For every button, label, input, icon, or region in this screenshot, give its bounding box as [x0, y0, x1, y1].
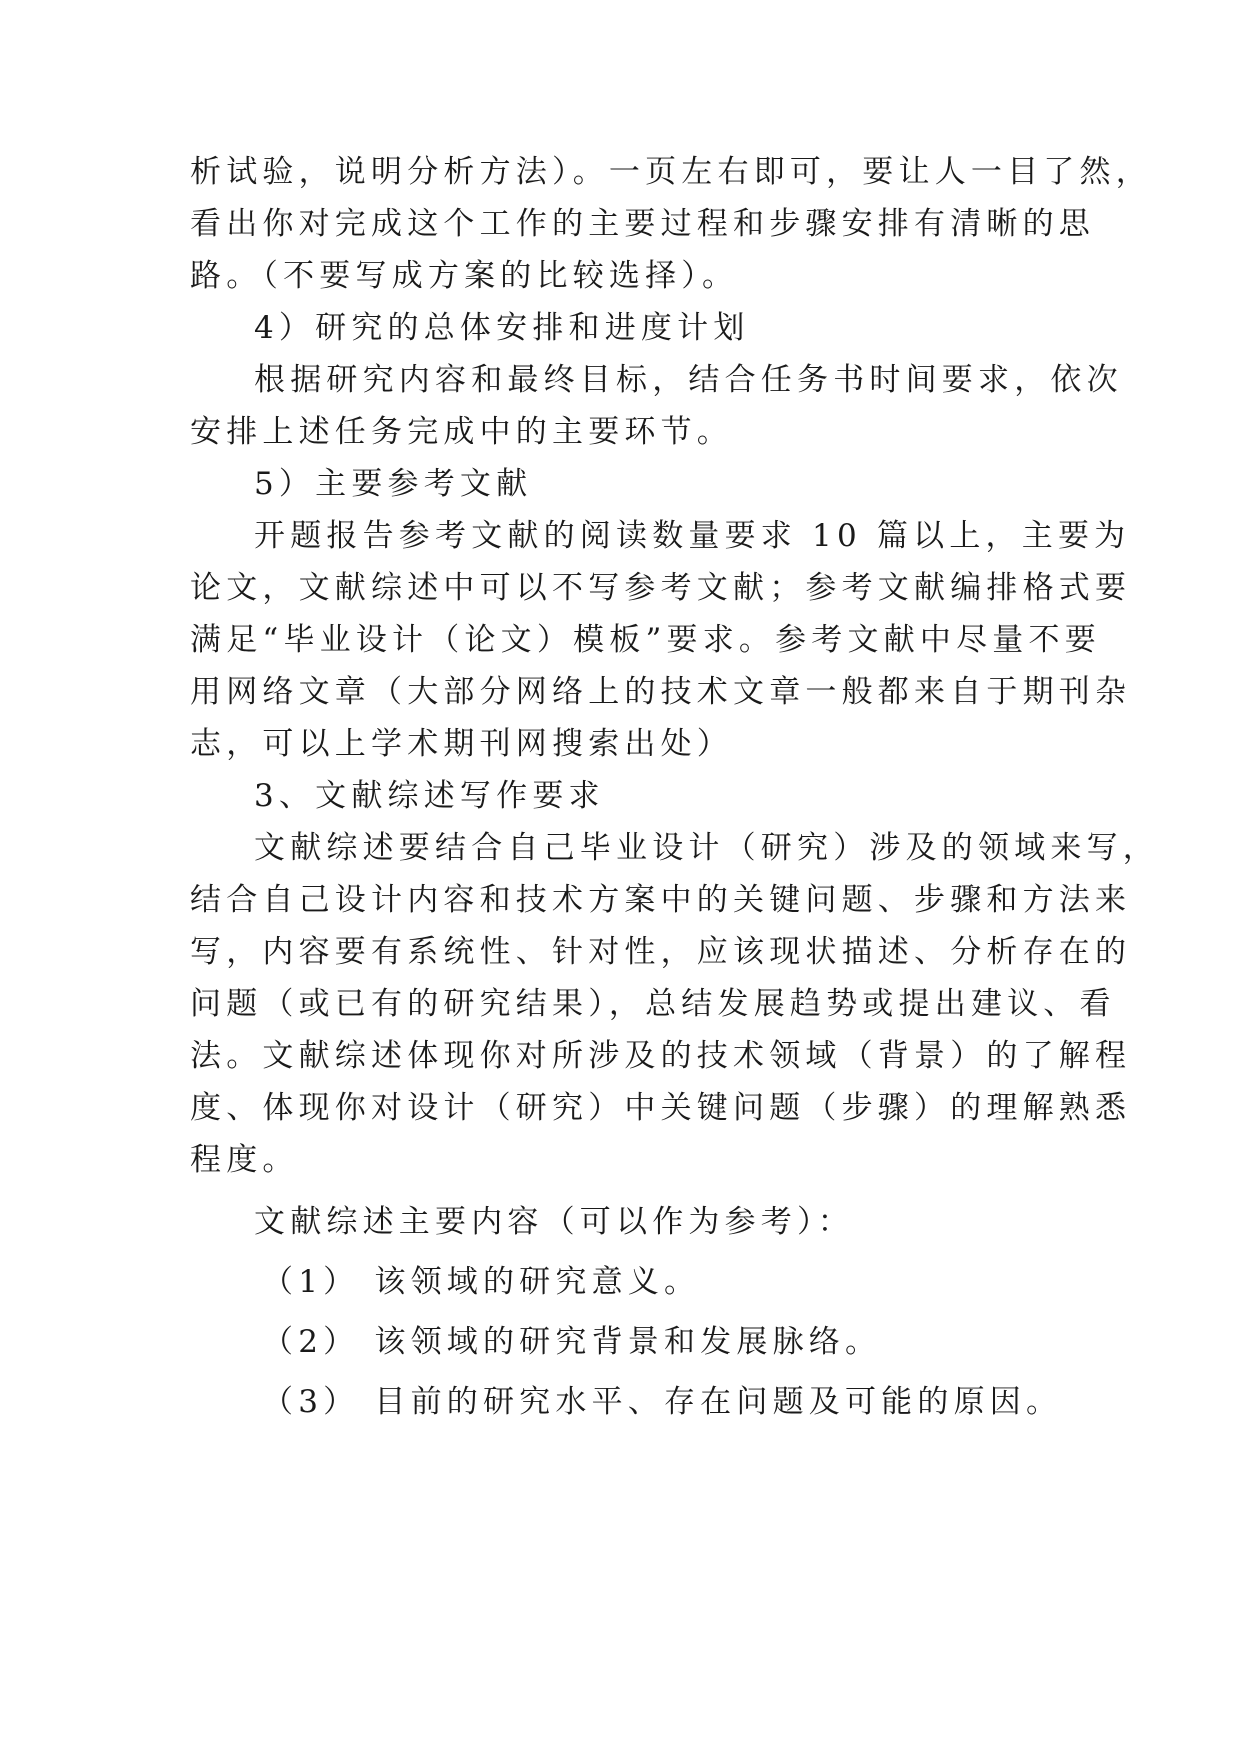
paragraph-line: 根据研究内容和最终目标，结合任务书时间要求，依次 — [254, 362, 1123, 398]
paragraph-line: 结合自己设计内容和技术方案中的关键问题、步骤和方法来 — [190, 882, 1132, 918]
paragraph-line: 法。文献综述体现你对所涉及的技术领域（背景）的了解程 — [190, 1038, 1132, 1074]
paragraph-line: 程度。 — [190, 1142, 299, 1178]
paragraph-line: 论文，文献综述中可以不写参考文献；参考文献编排格式要 — [190, 570, 1132, 606]
paragraph-line: 问题（或已有的研究结果），总结发展趋势或提出建议、看 — [190, 986, 1116, 1022]
paragraph-line: 度、体现你对设计（研究）中关键问题（步骤）的理解熟悉 — [190, 1090, 1132, 1126]
paragraph-line: 路。（不要写成方案的比较选择）。 — [190, 258, 739, 294]
paragraph-line: 用网络文章（大部分网络上的技术文章一般都来自于期刊杂 — [190, 674, 1132, 710]
section-heading: 3、文献综述写作要求 — [254, 778, 605, 814]
paragraph-line: 志，可以上学术期刊网搜索出处） — [190, 726, 733, 762]
paragraph-line: 文献综述要结合自己毕业设计（研究）涉及的领域来写， — [254, 830, 1159, 866]
section-heading: 4）研究的总体安排和进度计划 — [254, 310, 750, 346]
section-heading: 5）主要参考文献 — [254, 466, 533, 502]
list-item: （1） 该领域的研究意义。 — [262, 1264, 701, 1300]
paragraph-line: 安排上述任务完成中的主要环节。 — [190, 414, 733, 450]
paragraph-line: 析试验，说明分析方法）。一页左右即可，要让人一目了然， — [190, 154, 1152, 190]
list-item: （2） 该领域的研究背景和发展脉络。 — [262, 1324, 882, 1360]
paragraph-line: 开题报告参考文献的阅读数量要求 10 篇以上，主要为 — [254, 518, 1131, 554]
paragraph-line: 写，内容要有系统性、针对性，应该现状描述、分析存在的 — [190, 934, 1132, 970]
paragraph-line: 看出你对完成这个工作的主要过程和步骤安排有清晰的思 — [190, 206, 1095, 242]
paragraph-line: 文献综述主要内容（可以作为参考）： — [254, 1204, 854, 1240]
list-item: （3） 目前的研究水平、存在问题及可能的原因。 — [262, 1384, 1063, 1420]
paragraph-line: 满足“毕业设计（论文）模板”要求。参考文献中尽量不要 — [190, 622, 1101, 658]
